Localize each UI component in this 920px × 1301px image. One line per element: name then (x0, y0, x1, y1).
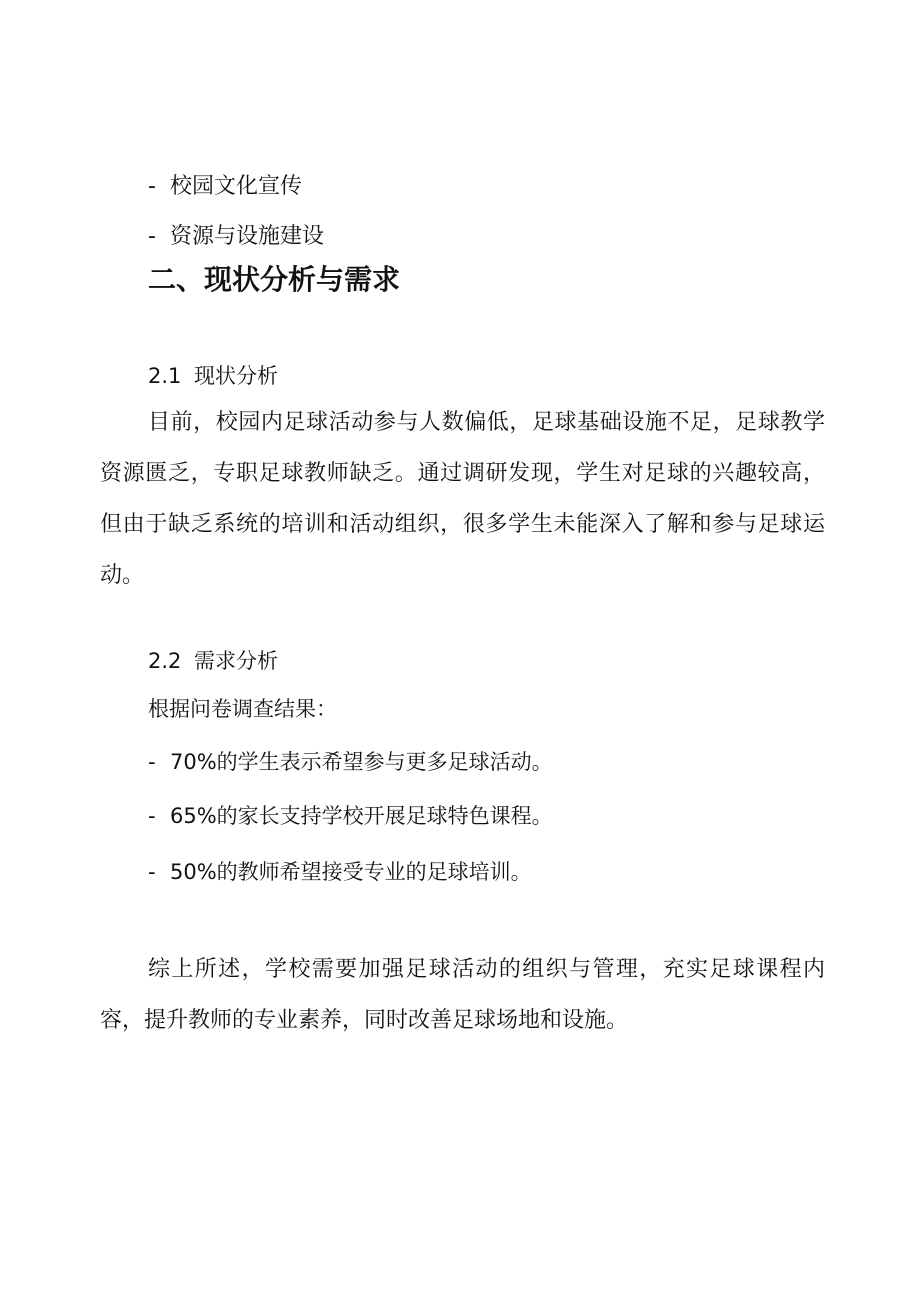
survey-result-text: 50%的教师希望接受专业的足球培训。 (170, 860, 532, 884)
bullet-dash: - (148, 860, 156, 884)
bullet-dash: - (148, 750, 156, 774)
subsection-title: 需求分析 (194, 649, 278, 673)
list-item (148, 172, 302, 202)
section-heading: 二、现状分析与需求 (148, 263, 401, 296)
conclusion-paragraph: 综上所述，学校需要加强足球活动的组织与管理，充实足球课程内容，提升教师的专业素养，同时改善足球场地和设施。 (100, 957, 825, 1033)
subsection-title: 现状分析 (194, 364, 278, 388)
survey-result-item (148, 747, 553, 777)
subsection-number: 2.2 (148, 649, 182, 673)
subsection-heading (148, 646, 278, 676)
subsection-heading (148, 361, 278, 391)
subsection-number: 2.1 (148, 364, 182, 388)
list-dash: - (148, 174, 156, 199)
list-item (148, 222, 324, 252)
survey-intro: 根据问卷调查结果： (148, 697, 337, 721)
body-paragraph: 目前，校园内足球活动参与人数偏低，足球基础设施不足，足球教学资源匮乏，专职足球教师缺乏。通过调研发现，学生对足球的兴趣较高，但由于缺乏系统的培训和活动组织，很多学生未能深入了解和参与足球运动。 (100, 410, 825, 588)
survey-result-item (148, 801, 553, 831)
survey-result-text: 70%的学生表示希望参与更多足球活动。 (170, 750, 553, 774)
list-item-text: 校园文化宣传 (170, 174, 303, 199)
list-item-text: 资源与设施建设 (170, 224, 325, 249)
list-dash: - (148, 224, 156, 249)
survey-result-text: 65%的家长支持学校开展足球特色课程。 (170, 804, 553, 828)
survey-result-item (148, 857, 532, 887)
bullet-dash: - (148, 804, 156, 828)
